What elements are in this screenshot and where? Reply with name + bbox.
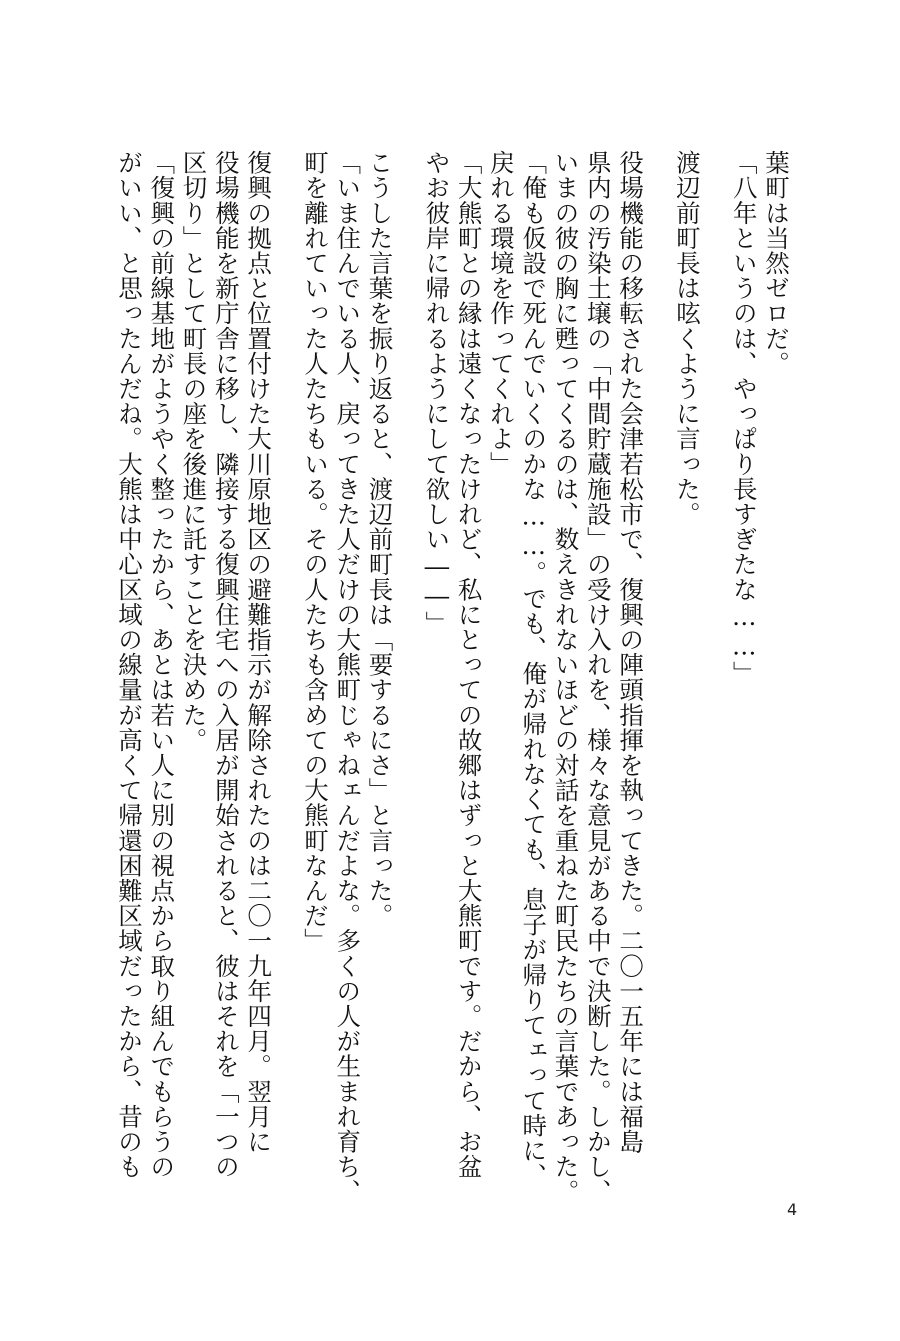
text-line: 「復興の前線基地がようやく整ったから、あとは若い人に別の視点から取り組んでもらうの	[147, 150, 177, 1180]
text-line: 渡辺前町長は呟くように言った。	[672, 150, 702, 527]
text-line: がいい、と思ったんだね。大熊は中心区域の線量が高くて帰還困難区域だったから、昔のも	[114, 150, 144, 1180]
text-line: 「俺も仮設で死んでいくのかな……。でも、俺が帰れなくても、息子が帰りてェって時に、	[519, 150, 549, 1189]
text-line: 区切り」として町長の座を後進に託すことを決めた。	[179, 150, 209, 753]
text-line: 県内の汚染土壌の「中間貯蔵施設」の受け入れを、様々な意見がある中で決断した。しかし、	[583, 150, 613, 1205]
vertical-text-body	[113, 150, 792, 1205]
text-line: 葉町は当然ゼロだ。	[762, 150, 791, 376]
text-line: 役場機能の移転された会津若松市で、復興の陣頭指揮を執ってきた。二〇一五年には福島	[616, 150, 646, 1154]
text-line: やお彼岸に帰れるようにして欲しい――」	[422, 150, 452, 636]
page-number: 4	[787, 1200, 798, 1219]
text-line: 町を離れていった人たちもいる。その人たちも含めての大熊町なんだ」	[300, 150, 330, 954]
text-line: 「いま住んでいる人、戻ってきた人だけの大熊町じゃねェんだよな。多くの人が生まれ育ち、	[333, 150, 363, 1205]
text-line: 戻れる環境を作ってくれよ」	[486, 150, 516, 477]
text-line: 復興の拠点と位置付けた大川原地区の避難指示が解除されたのは二〇一九年四月。翌月に	[244, 150, 274, 1154]
text-line: 役場機能を新庁舎に移し、隣接する復興住宅への入居が開始されると、彼はそれを「一つの	[211, 150, 241, 1180]
text-line: 「八年というのは、やっぱり長すぎたな……」	[729, 150, 759, 687]
text-line: いまの彼の胸に甦ってくるのは、数えきれないほどの対話を重ねた町民たちの言葉であった。	[551, 150, 581, 1205]
text-line: 「大熊町との縁は遠くなったけれど、私にとっての故郷はずっと大熊町です。だから、お盆	[454, 150, 484, 1180]
text-line: こうした言葉を振り返ると、渡辺前町長は「要するにさ」と言った。	[365, 150, 395, 929]
